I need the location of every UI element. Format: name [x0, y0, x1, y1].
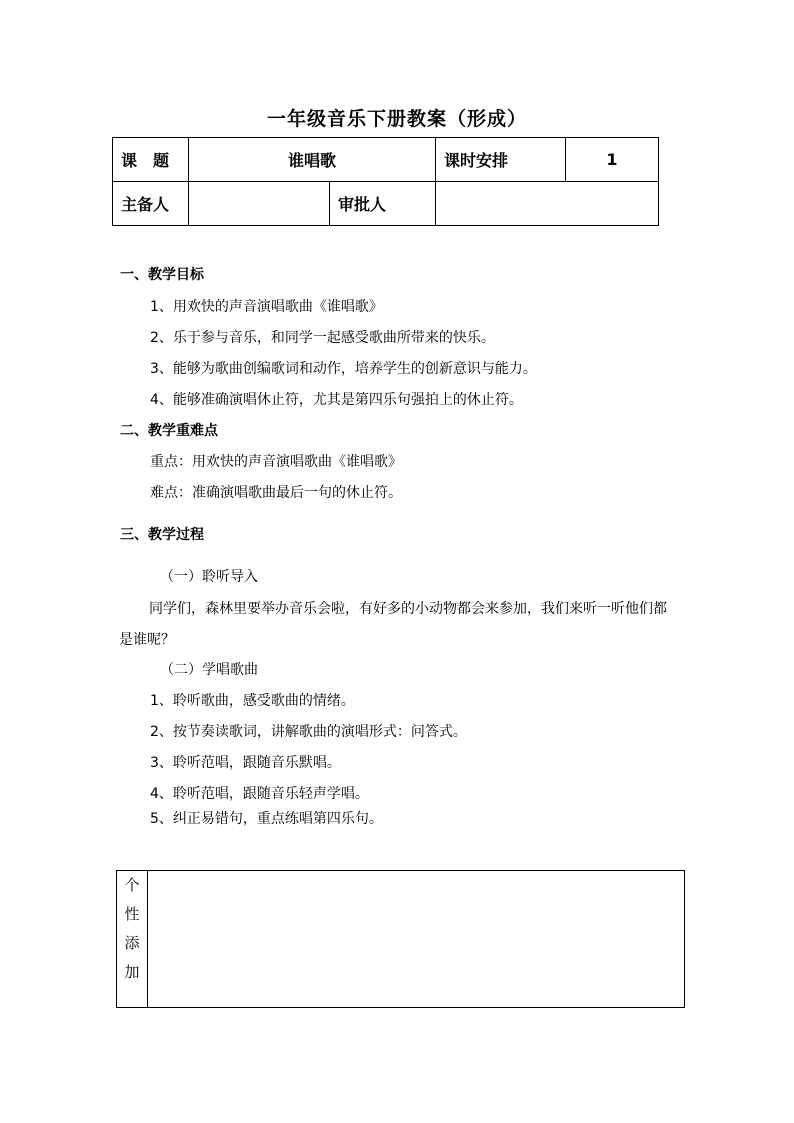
- process-part1-text: 同学们，森林里要举办音乐会啦，有好多的小动物都会来参加，我们来听一听他们都是谁呢？: [119, 601, 667, 648]
- goal-item: 2、乐于参与音乐，和同学一起感受歌曲所带来的快乐。: [150, 330, 495, 346]
- label-char: 添: [124, 934, 140, 952]
- schedule-label: 课时安排: [436, 138, 566, 182]
- process-step: 4、聆听范唱，跟随音乐轻声学唱。: [150, 786, 369, 802]
- label-char: 加: [124, 963, 140, 981]
- lesson-info-table: [112, 137, 659, 226]
- goal-item: 3、能够为歌曲创编歌词和动作，培养学生的创新意识与能力。: [150, 361, 537, 377]
- personal-addition-label: [117, 871, 148, 1008]
- key-points-heading: 二、教学重难点: [120, 423, 218, 439]
- process-part1-title: （一）聆听导入: [160, 569, 258, 585]
- key-point-item: 重点：用欢快的声音演唱歌曲《谁唱歌》: [150, 454, 402, 470]
- process-step: 2、按节奏读歌词，讲解歌曲的演唱形式：问答式。: [150, 724, 467, 740]
- goal-item: 4、能够准确演唱休止符，尤其是第四乐句强拍上的休止符。: [150, 392, 523, 408]
- process-part2-title: （二）学唱歌曲: [160, 662, 258, 678]
- process-heading: 三、教学过程: [120, 527, 204, 543]
- approver-value: [436, 182, 659, 226]
- label-char: 个: [124, 876, 140, 894]
- topic-value: 谁唱歌: [189, 138, 436, 182]
- approver-label: 审批人: [330, 182, 436, 226]
- goal-item: 1、用欢快的声音演唱歌曲《谁唱歌》: [150, 299, 383, 315]
- process-step: 1、聆听歌曲，感受歌曲的情绪。: [150, 693, 355, 709]
- personal-addition-box: [116, 870, 685, 1008]
- label-char: 性: [124, 905, 140, 923]
- document-title: 一年级音乐下册教案（形成）: [266, 108, 527, 130]
- preparer-value: [189, 182, 330, 226]
- preparer-label: 主备人: [113, 182, 189, 226]
- process-step: 3、聆听范唱，跟随音乐默唱。: [150, 755, 341, 771]
- schedule-value: 1: [566, 138, 659, 182]
- key-point-item: 难点：准确演唱歌曲最后一句的休止符。: [150, 485, 402, 501]
- topic-label: 课 题: [113, 138, 189, 182]
- process-step: 5、纠正易错句，重点练唱第四乐句。: [150, 811, 383, 827]
- goals-heading: 一、教学目标: [120, 267, 204, 283]
- personal-addition-content[interactable]: [148, 871, 685, 1008]
